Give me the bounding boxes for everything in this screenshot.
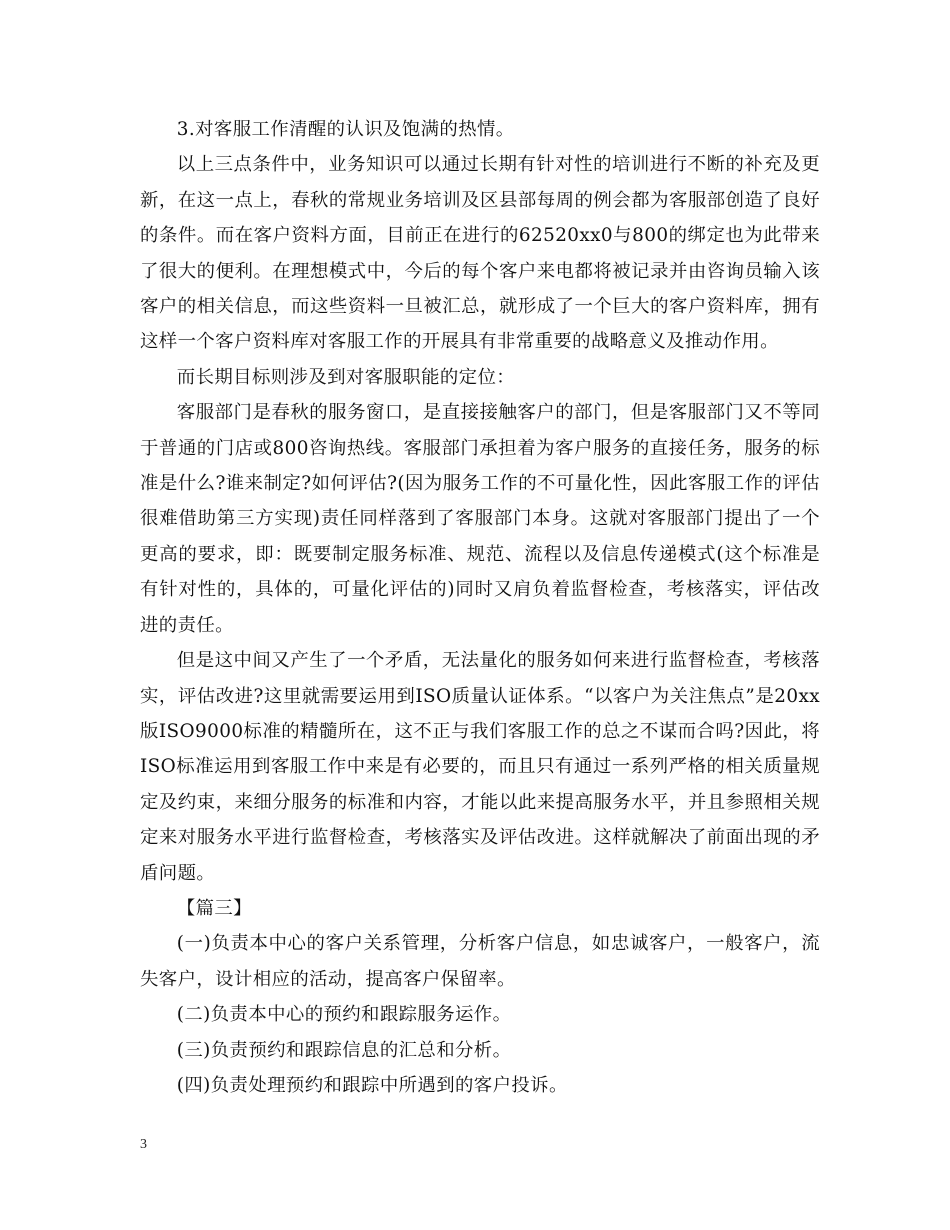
paragraph-iso-contradiction: 但是这中间又产生了一个矛盾，无法量化的服务如何来进行监督检查，考核落实，评估改进?这里就需要运用到ISO质量认证体系。“以客户为关注焦点”是20xx版ISO9000标准的精髓所在，这不正与我们客服工作的总之不谋而合吗?因此，将ISO标准运用到客服工作中来是有必要的，而且只有通过一系列严格的相关质量规定及约束，来细分服务的标准和内容，才能以此来提高服务水平，并且参照相关规定来对服务水平进行监督检查，考核落实及评估改进。这样就解决了前面出现的矛盾问题。 — [140, 650, 820, 884]
section-heading-part-three: 【篇三】 — [176, 897, 252, 919]
list-item-2: (二)负责本中心的预约和跟踪服务运作。 — [176, 1004, 512, 1026]
body-text — [140, 112, 820, 1103]
list-item-1: (一)负责本中心的客户关系管理，分析客户信息，如忠诚客户，一般客户，流失客户，设计相应的活动，提高客户保留率。 — [140, 933, 820, 990]
paragraph-service-department: 客服部门是春秋的服务窗口，是直接接触客户的部门，但是客服部门又不等同于普通的门店或800咨询热线。客服部门承担着为客户服务的直接任务，服务的标准是什么?谁来制定?如何评估?(因为服务工作的不可量化性，因此客服工作的评估很难借助第三方实现)责任同样落到了客服部门本身。这就对客服部门提出了一个更高的要求，即：既要制定服务标准、规范、流程以及信息传递模式(这个标准是有针对性的，具体的，可量化评估的)同时又肩负着监督检查，考核落实，评估改进的责任。 — [140, 402, 820, 636]
page-number: 3 — [140, 1137, 147, 1152]
list-item-3: (三)负责预约和跟踪信息的汇总和分析。 — [176, 1039, 512, 1061]
paragraph-long-term-goal: 而长期目标则涉及到对客服职能的定位： — [176, 366, 516, 388]
paragraph-three-conditions: 以上三点条件中，业务知识可以通过长期有针对性的培训进行不断的补充及更新，在这一点上，春秋的常规业务培训及区县部每周的例会都为客服部创造了良好的条件。而在客户资料方面，目前正在进行的62520xx0与800的绑定也为此带来了很大的便利。在理想模式中，今后的每个客户来电都将被记录并由咨询员输入该客户的相关信息，而这些资料一旦被汇总，就形成了一个巨大的客户资料库，拥有这样一个客户资料库对客服工作的开展具有非常重要的战略意义及推动作用。 — [140, 154, 820, 353]
list-item-4: (四)负责处理预约和跟踪中所遇到的客户投诉。 — [176, 1074, 568, 1096]
paragraph-condition-3: 3.对客服工作清醒的认识及饱满的热情。 — [176, 119, 515, 140]
